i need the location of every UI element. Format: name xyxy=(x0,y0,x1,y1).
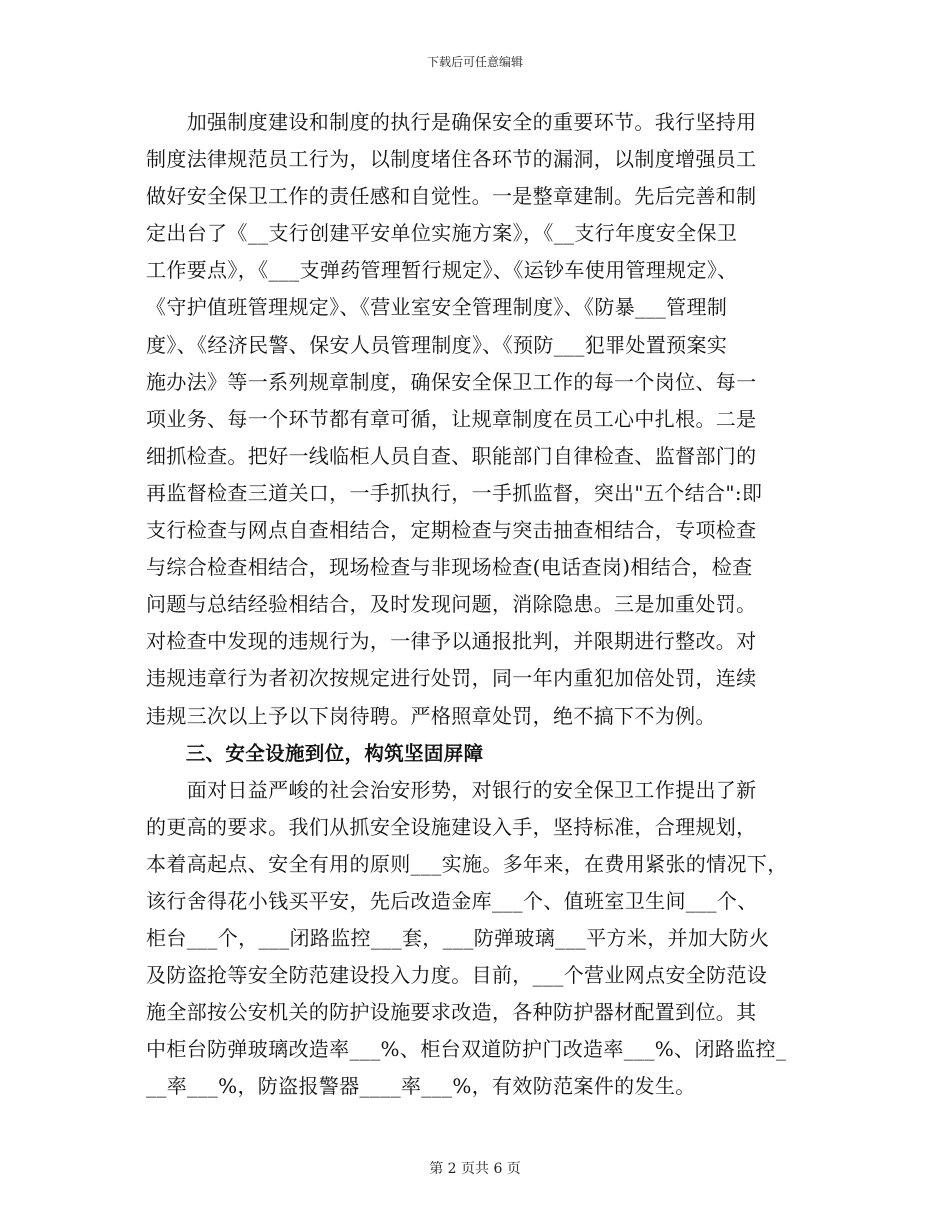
body-line: 中柜台防弹玻璃改造率___%、柜台双道防护门改造率___%、闭路监控_ xyxy=(146,1037,787,1062)
header-note: 下载后可任意编辑 xyxy=(426,55,523,69)
section-heading: 三、安全设施到位，构筑坚固屏障 xyxy=(146,741,484,765)
body-line: 的更高的要求。我们从抓安全设施建设入手，坚持标准，合理规划， xyxy=(146,814,757,839)
body-line: 工作要点》，《___支弹药管理暂行规定》、《运钞车使用管理规定》、 xyxy=(146,258,738,283)
page-number: 第 2 页共 6 页 xyxy=(429,1161,521,1177)
body-line: 施办法》等一系列规章制度，确保安全保卫工作的每一个岗位、每一 xyxy=(146,369,757,394)
body-line: 制度法律规范员工行为，以制度堵住各环节的漏洞，以制度增强员工 xyxy=(146,147,757,172)
body-line: 面对日益严峻的社会治安形势，对银行的安全保卫工作提出了新 xyxy=(146,777,757,802)
body-line: 问题与总结经验相结合，及时发现问题，消除隐患。三是加重处罚。 xyxy=(146,592,757,617)
body-line: 加强制度建设和制度的执行是确保安全的重要环节。我行坚持用 xyxy=(146,110,757,134)
body-line: __率___%，防盗报警器____率___%，有效防范案件的发生。 xyxy=(146,1074,696,1099)
body-line: 本着高起点、安全有用的原则___实施。多年来，在费用紧张的情况下， xyxy=(146,851,788,876)
body-line: 再监督检查三道关口，一手抓执行，一手抓监督，突出"五个结合":即 xyxy=(146,480,763,505)
body-line: 该行舍得花小钱买平安，先后改造金库___个、值班室卫生间___个、 xyxy=(146,888,758,913)
body-line: 细抓检查。把好一线临柜人员自查、职能部门自律检查、监督部门的 xyxy=(146,443,757,468)
body-line: 施全部按公安机关的防护设施要求改造，各种防护器材配置到位。其 xyxy=(146,1000,757,1025)
body-line: 对检查中发现的违规行为，一律予以通报批判，并限期进行整改。对 xyxy=(146,629,757,654)
body-line: 做好安全保卫工作的责任感和自觉性。一是整章建制。先后完善和制 xyxy=(146,184,757,209)
body-line: 柜台___个，___闭路监控___套，___防弹玻璃___平方米，并加大防火 xyxy=(146,926,770,951)
body-line: 违规三次以上予以下岗待聘。严格照章处罚，绝不搞下不为例。 xyxy=(146,703,716,728)
body-line: 项业务、每一个环节都有章可循，让规章制度在员工心中扎根。二是 xyxy=(146,406,757,431)
body-line: 及防盗抢等安全防范建设投入力度。目前，___个营业网点安全防范设 xyxy=(146,963,768,988)
body-line: 违规违章行为者初次按规定进行处罚，同一年内重犯加倍处罚，连续 xyxy=(146,666,757,691)
body-line: 《守护值班管理规定》、《营业室安全管理制度》、《防暴___管理制 xyxy=(146,295,728,320)
body-line: 定出台了《__支行创建平安单位实施方案》，《__支行年度安全保卫 xyxy=(146,221,738,246)
document-body xyxy=(146,104,806,1106)
body-line: 支行检查与网点自查相结合，定期检查与突击抽查相结合，专项检查 xyxy=(146,518,757,543)
body-line: 与综合检查相结合，现场检查与非现场检查(电话查岗)相结合，检查 xyxy=(146,555,753,580)
body-line: 度》、《经济民警、保安人员管理制度》、《预防___犯罪处置预案实 xyxy=(146,332,728,357)
